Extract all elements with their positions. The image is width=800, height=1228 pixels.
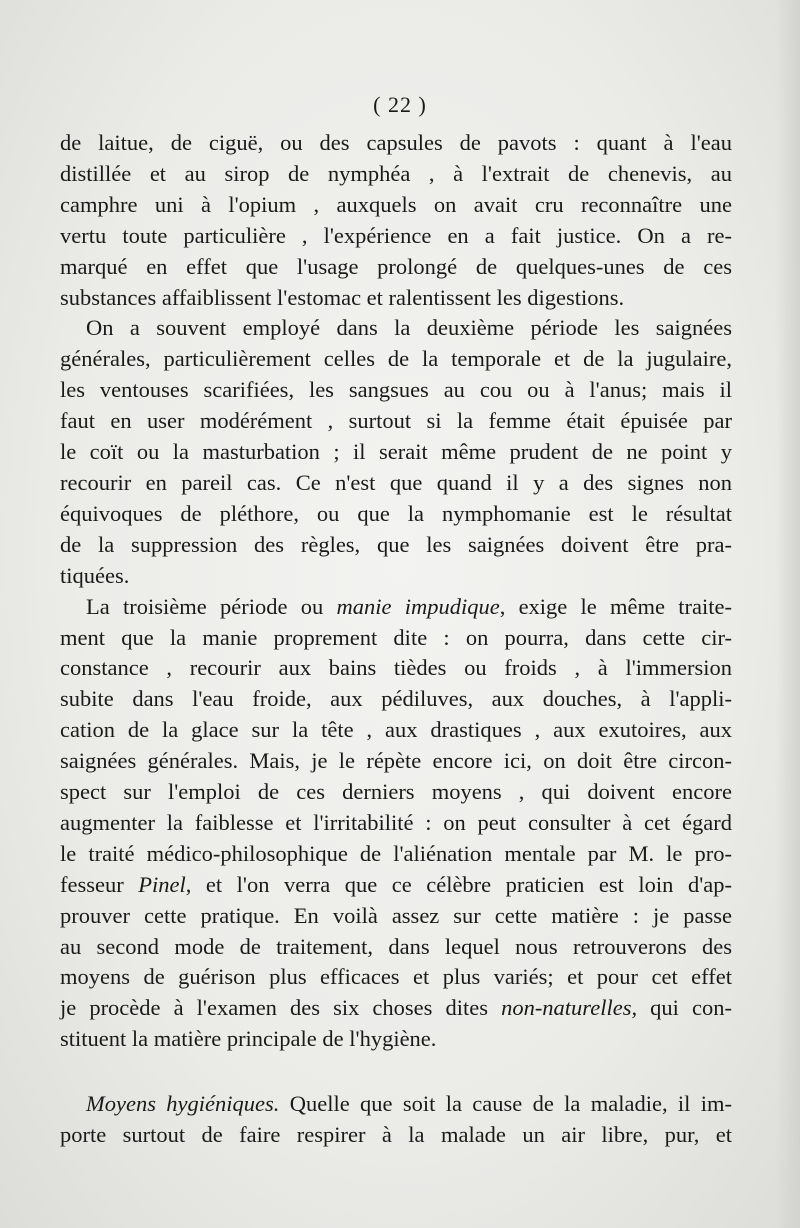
text-line: prouver cette pratique. En voilà assez sur cette matière : je passe [60,902,732,928]
text-line: marqué en effet que l'usage prolongé de quelques-unes de ces [60,253,732,279]
text-line: augmenter la faiblesse et l'irritabilité : on peut consulter à cet égard [60,809,732,835]
text-line: porte surtout de faire respirer à la malade un air libre, pur, et [60,1122,732,1148]
page-edge-shadow [776,0,800,1228]
italic-term: non-naturelles, [501,995,638,1021]
text-line: ment que la manie proprement dite : on pourra, dans cette cir- [60,624,732,650]
text-line: au second mode de traitement, dans lequel nous retrouverons des [60,933,732,959]
text-line: de laitue, de ciguë, ou des capsules de pavots : quant à l'eau [60,130,732,155]
text-line: faut en user modérément , surtout si la femme était épuisée par [60,408,732,434]
text-line: camphre uni à l'opium , auxquels on avait cru reconnaître une [60,191,732,217]
text-line: je procède à l'examen des six choses dites non-naturelles, qui con- [60,995,732,1021]
paragraph-1 [60,128,732,313]
section-heading: Moyens hygiéniques. [86,1091,280,1117]
text-line: tiquées. [60,562,130,588]
text-line: saignées générales. Mais, je le répète encore ici, on doit être circon- [60,748,732,774]
paragraph-2 [60,313,732,591]
text-line: fesseur Pinel, et l'on verra que ce célèbre praticien est loin d'ap- [60,871,732,897]
body-text [60,128,732,1151]
text-line: distillée et au sirop de nymphéa , à l'extrait de chenevis, au [60,160,732,186]
text-line: Moyens hygiéniques. Quelle que soit la cause de la maladie, il im- [86,1091,732,1117]
text-line: stituent la matière principale de l'hygiène. [60,1026,437,1052]
text-line: vertu toute particulière , l'expérience en a fait justice. On a re- [60,222,732,248]
text-line: constance , recourir aux bains tièdes ou froids , à l'immersion [60,655,732,681]
text-line: cation de la glace sur la tête , aux drastiques , aux exutoires, aux [60,717,732,743]
text-line: de la suppression des règles, que les saignées doivent être pra- [60,531,732,557]
text-line: subite dans l'eau froide, aux pédiluves, aux douches, à l'appli- [60,686,732,712]
italic-term: manie impudique [336,593,500,619]
text-line: le traité médico-philosophique de l'aliénation mentale par M. le pro- [60,840,732,866]
text-line: le coït ou la masturbation ; il serait même prudent de ne point y [60,439,732,465]
text-line: La troisième période ou manie impudique, exige le même traite- [86,593,732,619]
paragraph-4 [60,1089,732,1151]
italic-name: Pinel [138,871,186,897]
text-line: spect sur l'emploi de ces derniers moyens , qui doivent encore [60,779,732,805]
paragraph-3 [60,592,732,1056]
text-line: équivoques de pléthore, ou que la nymphomanie est le résultat [60,500,732,526]
text-line: On a souvent employé dans la deuxième période les saignées [86,315,732,341]
text-line: recourir en pareil cas. Ce n'est que quand il y a des signes non [60,469,732,495]
text-line: les ventouses scarifiées, les sangsues au cou ou à l'anus; mais il [60,377,732,403]
text-line: générales, particulièrement celles de la temporale et de la jugulaire, [60,346,732,372]
text-line: substances affaiblissent l'estomac et ralentissent les digestions. [60,284,625,310]
page-number: ( 22 ) [373,92,427,117]
text-line: moyens de guérison plus efficaces et plus variés; et pour cet effet [60,964,732,990]
